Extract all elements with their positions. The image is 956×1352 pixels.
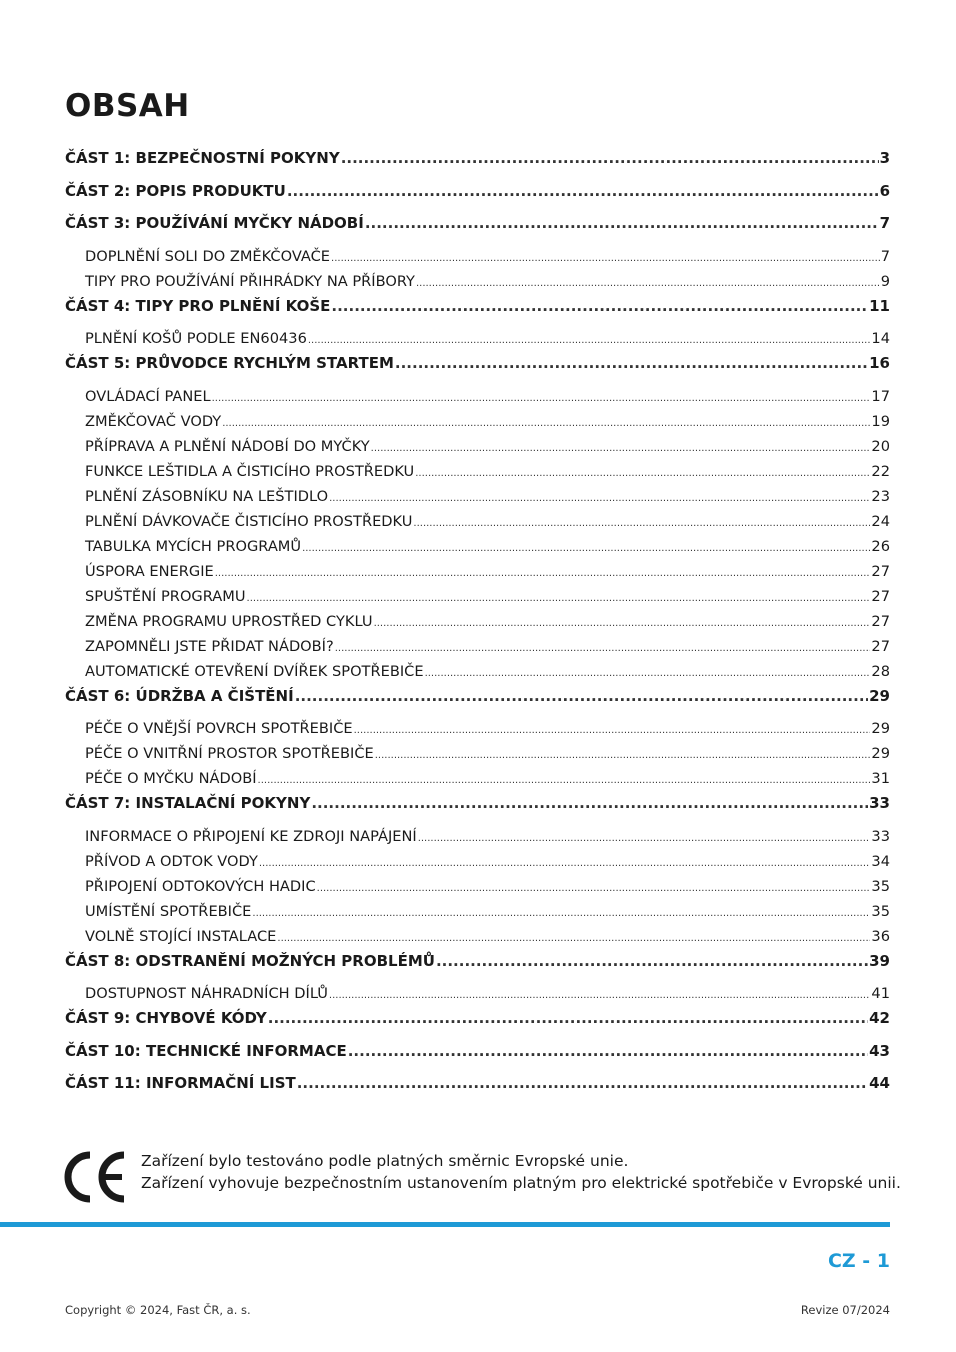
toc-section-entry[interactable] [65, 824, 890, 849]
toc-leader-dots [329, 981, 871, 1008]
toc-leader-dots [395, 351, 868, 376]
toc-leader-dots [222, 409, 870, 436]
toc-leader-dots [341, 146, 879, 171]
toc-entry-page: 3 [879, 149, 890, 167]
toc-section-entry[interactable] [65, 459, 890, 484]
toc-entry-page: 29 [871, 745, 890, 762]
toc-entry-page: 33 [871, 827, 890, 845]
toc-leader-dots [212, 384, 871, 411]
toc-section-entry[interactable] [65, 634, 890, 659]
toc-entry-label: ČÁST 6: ÚDRŽBA A ČIŠTĚNÍ [65, 686, 294, 705]
toc-entry-page: 29 [869, 686, 890, 705]
toc-section-entry[interactable] [65, 584, 890, 609]
toc-section-entry[interactable] [65, 766, 890, 791]
toc-chapter-entry[interactable] [65, 791, 890, 824]
toc-entry-page: 29 [871, 720, 890, 737]
toc-entry-label: ČÁST 8: ODSTRANĚNÍ MOŽNÝCH PROBLÉMŮ [65, 951, 435, 970]
toc-section-entry[interactable] [65, 716, 890, 741]
toc-leader-dots [215, 559, 871, 586]
toc-entry-page: 39 [869, 951, 890, 970]
toc-leader-dots [331, 294, 868, 319]
toc-leader-dots [416, 269, 880, 296]
toc-leader-dots [374, 609, 871, 636]
ce-mark-icon [64, 1151, 128, 1203]
toc-leader-dots [308, 326, 871, 353]
ce-notice [141, 1150, 901, 1194]
toc-entry-page: 26 [871, 537, 890, 555]
toc-chapter-entry[interactable] [65, 1039, 890, 1072]
toc-leader-dots [258, 766, 871, 793]
toc-leader-dots [418, 824, 871, 851]
toc-entry-label: ZMĚKČOVAČ VODY [85, 412, 222, 430]
toc-section-entry[interactable] [65, 981, 890, 1006]
toc-entry-page: 43 [869, 1041, 890, 1060]
toc-leader-dots [413, 509, 870, 536]
toc-entry-label: ČÁST 11: INFORMAČNÍ LIST [65, 1074, 296, 1092]
toc-entry-page: 24 [871, 512, 890, 530]
toc-chapter-entry[interactable] [65, 1006, 890, 1039]
toc-entry-label: PÉČE O MYČKU NÁDOBÍ [85, 770, 257, 787]
toc-entry-page: 34 [871, 852, 890, 870]
toc-leader-dots [354, 716, 871, 743]
toc-section-entry[interactable] [65, 244, 890, 269]
toc-entry-label: PLNĚNÍ KOŠŮ PODLE EN60436 [85, 330, 307, 347]
toc-leader-dots [268, 1006, 868, 1031]
toc-entry-page: 11 [869, 296, 890, 315]
toc-entry-label: TABULKA MYCÍCH PROGRAMŮ [85, 537, 302, 555]
toc-entry-page: 31 [871, 770, 890, 787]
toc-entry-label: ČÁST 2: POPIS PRODUKTU [65, 181, 286, 200]
toc-entry-label: DOSTUPNOST NÁHRADNÍCH DÍLŮ [85, 985, 328, 1002]
toc-section-entry[interactable] [65, 326, 890, 351]
toc-leader-dots [259, 849, 871, 876]
revision: Revize 07/2024 [800, 1303, 890, 1317]
toc-entry-label: VOLNĚ STOJÍCÍ INSTALACE [85, 927, 277, 945]
toc-section-entry[interactable] [65, 874, 890, 899]
toc-entry-page: 9 [880, 272, 890, 290]
toc-section-entry[interactable] [65, 659, 890, 684]
toc-chapter-entry[interactable] [65, 294, 890, 327]
toc-entry-label: ČÁST 3: POUŽÍVÁNÍ MYČKY NÁDOBÍ [65, 214, 364, 232]
toc-entry-page: 16 [869, 354, 890, 372]
toc-entry-page: 14 [871, 330, 890, 347]
toc-section-entry[interactable] [65, 269, 890, 294]
toc-entry-label: ZAPOMNĚLI JSTE PŘIDAT NÁDOBÍ? [85, 637, 334, 655]
toc-entry-page: 20 [871, 437, 890, 455]
toc-entry-page: 19 [871, 412, 890, 430]
toc-chapter-entry[interactable] [65, 1071, 890, 1104]
toc-entry-label: AUTOMATICKÉ OTEVŘENÍ DVÍŘEK SPOTŘEBIČE [85, 662, 424, 680]
toc-chapter-entry[interactable] [65, 684, 890, 717]
toc-entry-label: UMÍSTĚNÍ SPOTŘEBIČE [85, 902, 252, 920]
toc-entry-page: 22 [871, 462, 890, 480]
toc-chapter-entry[interactable] [65, 949, 890, 982]
toc-entry-page: 17 [871, 387, 890, 405]
toc-leader-dots [247, 584, 871, 611]
toc-section-entry[interactable] [65, 509, 890, 534]
toc-section-entry[interactable] [65, 534, 890, 559]
toc-entry-label: ČÁST 9: CHYBOVÉ KÓDY [65, 1009, 267, 1027]
toc-section-entry[interactable] [65, 849, 890, 874]
toc-chapter-entry[interactable] [65, 146, 890, 179]
toc-leader-dots [317, 874, 871, 901]
toc-section-entry[interactable] [65, 409, 890, 434]
toc-section-entry[interactable] [65, 899, 890, 924]
toc-entry-label: PÉČE O VNITŘNÍ PROSTOR SPOTŘEBIČE [85, 745, 374, 762]
toc-leader-dots [302, 534, 870, 561]
toc-section-entry[interactable] [65, 434, 890, 459]
table-of-contents [65, 146, 890, 1104]
toc-chapter-entry[interactable] [65, 351, 890, 384]
toc-chapter-entry[interactable] [65, 211, 890, 244]
toc-entry-page: 27 [871, 637, 890, 655]
toc-entry-label: SPUŠTĚNÍ PROGRAMU [85, 587, 246, 605]
toc-entry-label: PŘÍVOD A ODTOK VODY [85, 852, 258, 870]
toc-leader-dots [371, 434, 871, 461]
toc-leader-dots [277, 924, 870, 951]
toc-entry-page: 41 [871, 985, 890, 1002]
toc-leader-dots [415, 459, 870, 486]
toc-entry-label: INFORMACE O PŘIPOJENÍ KE ZDROJI NAPÁJENÍ [85, 827, 417, 845]
toc-section-entry[interactable] [65, 741, 890, 766]
toc-entry-label: ZMĚNA PROGRAMU UPROSTŘED CYKLU [85, 612, 373, 630]
toc-leader-dots [335, 634, 871, 661]
toc-leader-dots [287, 179, 879, 204]
toc-entry-page: 27 [871, 587, 890, 605]
toc-entry-label: TIPY PRO POUŽÍVÁNÍ PŘIHRÁDKY NA PŘÍBORY [85, 272, 415, 290]
toc-leader-dots [375, 741, 871, 768]
copyright: Copyright © 2024, Fast ČR, a. s. [65, 1303, 251, 1317]
toc-entry-page: 7 [880, 247, 890, 265]
toc-entry-label: ČÁST 7: INSTALAČNÍ POKYNY [65, 794, 311, 812]
toc-entry-label: PÉČE O VNĚJŠÍ POVRCH SPOTŘEBIČE [85, 720, 353, 737]
toc-leader-dots [311, 791, 868, 816]
toc-leader-dots [297, 1071, 868, 1096]
page-title: OBSAH [65, 88, 190, 124]
toc-entry-label: ČÁST 10: TECHNICKÉ INFORMACE [65, 1041, 347, 1060]
toc-entry-page: 28 [871, 662, 890, 680]
toc-section-entry[interactable] [65, 924, 890, 949]
toc-entry-page: 35 [871, 902, 890, 920]
toc-chapter-entry[interactable] [65, 179, 890, 212]
toc-entry-page: 36 [871, 927, 890, 945]
toc-entry-label: ČÁST 1: BEZPEČNOSTNÍ POKYNY [65, 149, 340, 167]
toc-entry-label: PLNĚNÍ ZÁSOBNÍKU NA LEŠTIDLO [85, 487, 329, 505]
toc-section-entry[interactable] [65, 559, 890, 584]
toc-entry-page: 27 [871, 612, 890, 630]
toc-leader-dots [329, 484, 870, 511]
toc-entry-page: 6 [879, 181, 890, 200]
toc-entry-page: 42 [869, 1009, 890, 1027]
toc-entry-page: 7 [879, 214, 890, 232]
toc-section-entry[interactable] [65, 484, 890, 509]
page-number: CZ - 1 [827, 1250, 890, 1272]
toc-leader-dots [425, 659, 871, 686]
toc-leader-dots [348, 1039, 868, 1064]
toc-leader-dots [365, 211, 879, 236]
toc-leader-dots [295, 684, 868, 709]
toc-entry-page: 27 [871, 562, 890, 580]
toc-entry-label: PŘÍPRAVA A PLNĚNÍ NÁDOBÍ DO MYČKY [85, 437, 370, 455]
toc-entry-label: PLNĚNÍ DÁVKOVAČE ČISTICÍHO PROSTŘEDKU [85, 512, 413, 530]
toc-entry-label: DOPLNĚNÍ SOLI DO ZMĚKČOVAČE [85, 247, 331, 265]
toc-leader-dots [436, 949, 868, 974]
toc-entry-page: 33 [869, 794, 890, 812]
footer-divider [0, 1222, 890, 1227]
toc-leader-dots [252, 899, 870, 926]
toc-entry-label: ÚSPORA ENERGIE [85, 562, 214, 580]
toc-entry-label: OVLÁDACÍ PANEL [85, 387, 211, 405]
toc-entry-page: 35 [871, 877, 890, 895]
toc-entry-page: 44 [869, 1074, 890, 1092]
toc-entry-label: PŘIPOJENÍ ODTOKOVÝCH HADIC [85, 877, 316, 895]
toc-entry-label: ČÁST 5: PRŮVODCE RYCHLÝM STARTEM [65, 354, 394, 372]
ce-notice-line-1: Zařízení bylo testováno podle platných směrnic Evropské unie. [141, 1152, 629, 1170]
toc-section-entry[interactable] [65, 609, 890, 634]
toc-entry-page: 23 [871, 487, 890, 505]
toc-section-entry[interactable] [65, 384, 890, 409]
toc-entry-label: ČÁST 4: TIPY PRO PLNĚNÍ KOŠE [65, 296, 331, 315]
ce-notice-line-2: Zařízení vyhovuje bezpečnostním ustanovením platným pro elektrické spotřebiče v Evropské unii. [141, 1174, 901, 1192]
toc-leader-dots [331, 244, 880, 271]
toc-entry-label: FUNKCE LEŠTIDLA A ČISTICÍHO PROSTŘEDKU [85, 462, 415, 480]
